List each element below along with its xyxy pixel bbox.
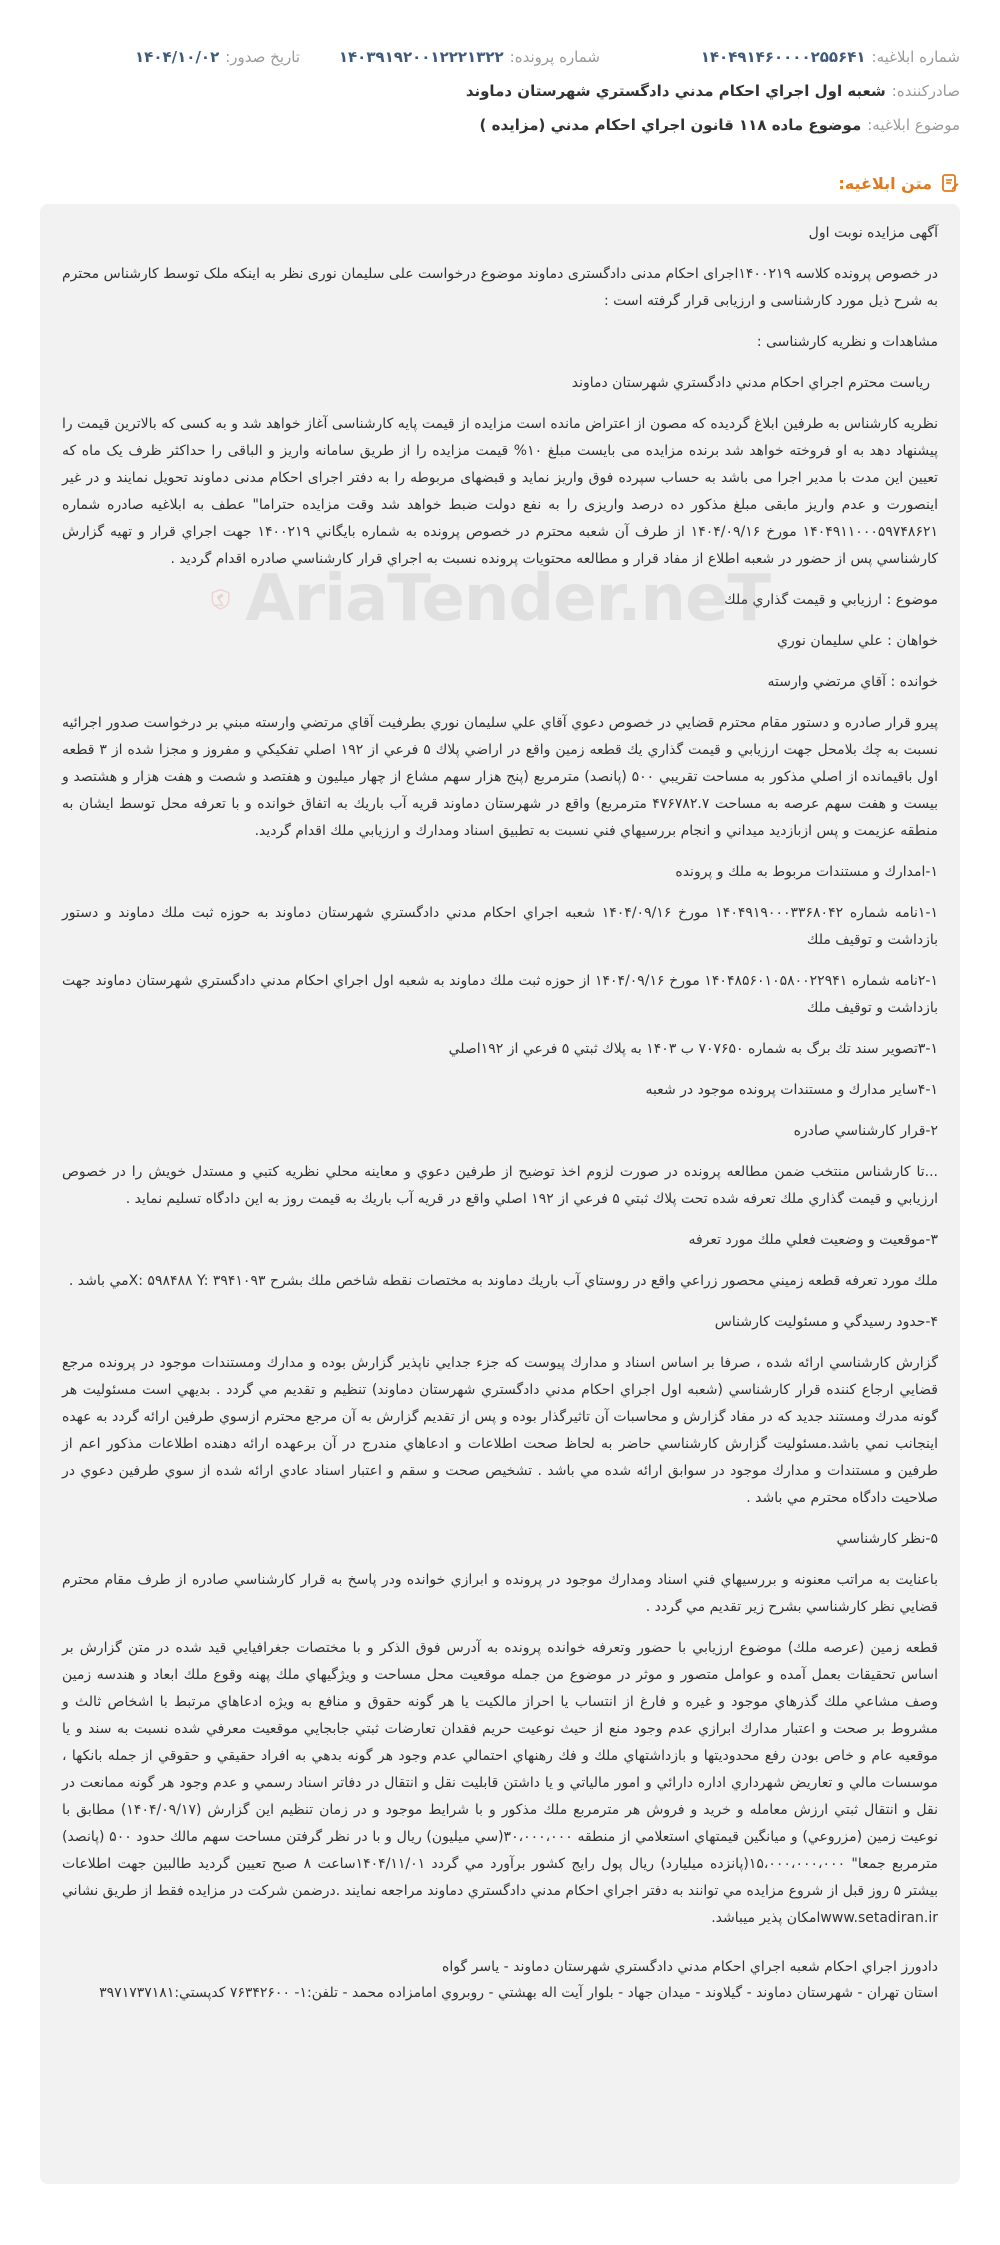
document-item-2: ۲-۱نامه شماره ۱۴۰۴۸۵۶۰۱۰۵۸۰۰۲۲۹۴۱ مورخ ۱۴۰۴/۰۹/۱۶ از حوزه ثبت ملك دماوند به شعبه اول اجراي احكام مدني دادگستري شهرستان دماوند جهت بازداشت و توقيف ملك [62,973,938,1016]
document-edit-icon [940,173,960,193]
issuer-value: شعبه اول اجراي احكام مدني دادگستري شهرستان دماوند [465,82,886,100]
signature-line: دادورز اجراي احكام شعبه اجراي احكام مدني دادگستري شهرستان دماوند - ياسر گواه [442,1959,938,1975]
plaintiff-line: خواهان : علي سليمان نوري [777,633,938,649]
intro-paragraph: در خصوص پرونده كلاسه ۱۴۰۰۲۱۹اجرای احکام مدنی دادگستری دماوند موضوع درخواست علی سلیمان نوری نظر به اینکه ملک توسط کارشناس محترم به شرح ذیل مورد کارشناسی و ارزیابی قرار گرفته است : [62,266,939,309]
valuation-paragraph: قطعه زمين (عرصه ملك) موضوع ارزيابي با حضور وتعرفه خوانده پرونده به آدرس فوق الذكر و با مختصات جغرافيايي قيد شده در متن گزارش بر اساس تحقيقات بعمل آمده و عوامل متصور و موثر در موضوع من جمله موقعيت محل مساحت و ويژگيهاي ملك پهنه وقوع ملك ابعاد و هندسه زمين وصف مشاعي ملك گذرهاي موجود و غيره و فارغ از انتساب يا احراز مالكيت يا هر گونه حقوق و منافع به ويژه ادعاهاي مرتبط با اشخاص ثالث و مشروط بر صحت و اعتبار مدارك ابرازي عدم وجود منع از حيث نوعيت حريم فقدان تعارضات ثبتي جابجايي موقعيت معرفي شده نسبت به سند و يا موقعيه عام و خاص بودن رفع محدوديتها و بازداشتهاي ملك و فك رهنهاي احتمالي عدم وجود هر گونه بدهي به افراد حقيقي و حقوقي از جمله بانكها ، موسسات مالي و تعاريض شهرداري اداره دارائي و امور مالياتي و يا داشتن قابليت نقل و انتقال در دفاتر اسناد رسمي و عدم وجود هر گونه ممانعت در نقل و انتقال ثبتي ارزش معامله و خريد و فروش هر مترمربع ملك مذكور و با شرايط موجود و در زمان تنظيم اين گزارش (۱۴۰۴/۰۹/۱۷) مطابق با نوعيت زمين (مزروعي) و ميانگين قيمتهاي استعلامي از منطقه ۳۰،۰۰۰،۰۰۰(سي ميليون) ريال و با در نظر گرفتن مساحت سهم مالك حدود ۵۰۰ (پانصد) مترمربع جمعا" ۱۵،۰۰۰،۰۰۰،۰۰۰(پانزده ميليارد) ريال پول رايج كشور برآورد مي گردد ۱۴۰۴/۱۱/۰۱ساعت ۸ صبح تعيين گرديد طالبين جهت اطلاعات بيشتر ۵ روز قبل از شروع مزايده مي توانند به دفتر اجراي احكام مدني دادگستري دماوند مراجعه نمايند .درضمن شركت در مزايده فقط از طريق نشاني www.setadiran.irامكان پذير ميباشد. [62,1640,939,1926]
document-item-1: ۱-۱نامه شماره ۱۴۰۴۹۱۹۰۰۰۳۳۶۸۰۴۲ مورخ ۱۴۰۴/۰۹/۱۶ شعبه اجراي احكام مدني دادگستري شهرستان دماوند به حوزه ثبت ملك دماوند و دستور بازداشت و توقيف ملك [62,905,938,948]
case-number [339,48,600,66]
meta-row [40,48,960,72]
responsibility-paragraph: گزارش كارشناسي ارائه شده ، صرفا بر اساس اسناد و مدارك پيوست كه جزء جدايي ناپذير گزارش بوده و مدارك ومستندات موجود در پرونده مرجع قضايي ارجاع كننده قرار كارشناسي (شعبه اول اجراي احكام مدني دادگستري شهرستان دماوند) تنظيم و تقديم مي گردد . بديهي است مسئوليت هر گونه مدرك ومستند جديد كه در مفاد گزارش و محاسبات آن تاثيرگذار بوده و پس از تقديم گزارش به آن مرجع محترم ازسوي طرفين ارائه گردد به عهده اينجانب نمي باشد.مسئوليت گزارش كارشناسي حاضر به لحاظ صحت اطلاعات و ادعاهاي مندرج در آن برعهده ارائه دهنده اطلاعات مذكور اعم از طرفين و مستندات و مدارك موجود در سوابق ارائه شده مي باشد . تشخيص صحت و سقم و اعتبار اسناد عادي ارائه شده از سوي طرفين دعوي در صلاحيت دادگاه محترم مي باشد . [62,1355,938,1506]
documents-heading: ۱-امدارك و مستندات مربوط به ملك و پرونده [675,864,938,880]
location-paragraph: ملك مورد تعرفه قطعه زميني محصور زراعي واقع در روستاي آب باريك دماوند به مختصات نقطه شاخص ملك بشرح X: ۵۹۸۴۸۸ Y: ۳۹۴۱۰۹۳مي باشد . [68,1273,938,1289]
notice-number-label: شماره ابلاغیه: [871,48,960,66]
notice-number [701,48,960,66]
order-paragraph: پيرو قرار صادره و دستور مقام محترم قضايي در خصوص دعوي آقاي علي سليمان نوري بطرفيت آقاي مرتضي وارسته مبني بر درخواست صدور اجرائيه نسبت به چك بلامحل جهت ارزيابي و قيمت گذاري يك قطعه زمين واقع در اراضي پلاك ۵ فرعي از ۱۹۲ اصلي تفكيكي و مفروز و مجزا شده از ۳ قطعه اول باقيمانده از اصلي مذكور به مساحت تقريبي ۵۰۰ (پانصد) مترمربع (پنج هزار سهم مشاع از چهار ميليون و هفتصد و شصت و هفت هزار و هشتصد و بيست و هفت سهم عرصه به مساحت ۴۷۶۷۸۲.۷ مترمربع) واقع در شهرستان دماوند قريه آب باريك به اتفاق خوانده و با تعرفه محل توسط ايشان به منطقه عزيمت و پس ازبازديد ميداني و انجام بررسيهاي فني نسبت به تطبيق اسناد ومدارك و ارزيابي ملك اقدام گرديد. [62,715,939,839]
expert-order-heading: ۲-قرار كارشناسي صادره [793,1123,938,1139]
subject-value: موضوع ماده ۱۱۸ قانون اجراي احكام مدني (مزايده ) [479,116,862,134]
notice-number-value: ۱۴۰۴۹۱۴۶۰۰۰۰۲۵۵۶۴۱ [700,48,866,66]
case-number-value: ۱۴۰۳۹۱۹۲۰۰۱۲۲۲۱۳۲۲ [338,48,504,66]
expert-opinion-intro: باعنايت به مراتب معنونه و بررسيهاي فني اسناد ومدارك موجود در پرونده و ابرازي خوانده ودر پاسخ به قرار كارشناسي صادره از طرف مقام محترم قضايي نظر كارشناسي بشرح زير تقديم مي گردد . [62,1572,938,1615]
expert-opinion-heading: ۵-نظر كارشناسي [836,1531,938,1547]
notice-text-title: متن ابلاغیه: [838,173,932,193]
subject-line: موضوع : ارزيابي و قيمت گذاري ملك [724,592,938,608]
watermark-text: AriaTender.neT [245,562,770,636]
auction-title: آگهی مزایده نوبت اول [808,225,938,241]
auction-terms-paragraph: نظریه کارشناس به طرفین ابلاغ گردیده که مصون از اعتراض مانده است مزایده از قیمت پایه کارشناسی آغاز خواهد شد و به کسی که بالاترین قیمت را پیشنهاد دهد به او فروخته خواهد شد برنده مزایده می بایست مبلغ ۱۰% قیمت مزایده را از طریق سامانه واریز و الباقی را حداکثر ظرف یک ماه که تعیین این مدت با مدیر اجرا می باشد به حساب سپرده فوق واریز نماید و قبضهای مربوطه را به دفتر اجرای احکام مدنی دماوند تحویل نمایند و در غیر اینصورت و عدم واریز مابقی مبلغ مذکور ده درصد واریزی را به نفع دولت ضبط خواهد شد وقت مزايده حتراما" عطف به ابلاغيه صادره شماره ۱۴۰۴۹۱۱۰۰۰۵۹۷۴۸۶۲۱ مورخ ۱۴۰۴/۰۹/۱۶ از طرف آن شعبه محترم در خصوص پرونده به شماره بايگاني ۱۴۰۰۲۱۹ جهت اجراي قرار و تهيه گزارش كارشناسي پس از حضور در شعبه اطلاع از مفاد قرار و مطالعه محتويات پرونده نسبت به اجراي قرار كارشناسي صادره اقدام گرديد . [62,416,939,567]
expert-order-paragraph: ...تا كارشناس منتخب ضمن مطالعه پرونده در صورت لزوم اخذ توضيح از طرفين دعوي و معاينه محلي نظريه كتبي و مستدل خويش را در خصوص ارزيابي و قيمت گذاري ملك تعرفه شده تحت پلاك ثبتي ۵ فرعي از ۱۹۲ اصلي واقع در قريه آب باريك به قيمت روز به اين دادگاه تسليم نمايد . [62,1164,938,1207]
issuer-row [466,82,960,100]
subject-label: موضوع ابلاغیه: [867,116,960,134]
notice-header [0,0,1000,170]
issue-date-label: تاریخ صدور: [225,48,300,66]
document-item-4: ۴-۱ساير مدارك و مستندات پرونده موجود در شعبه [645,1082,938,1098]
notice-body-panel [40,204,960,2184]
office-address-line: استان تهران - شهرستان دماوند - گيلاوند - ميدان جهاد - بلوار آيت اله بهشتي - روبروي امامزاده محمد - تلفن:۱- ۷۶۳۴۲۶۰۰ كدپستي:۳۹۷۱۷۳۷۱۸۱ [99,1985,938,2001]
observations-heading: مشاهدات و نظریه کارشناسی : [756,334,938,350]
defendant-line: خوانده : آقاي مرتضي وارسته [767,674,938,690]
location-heading: ۳-موقعيت و وضعيت فعلي ملك مورد تعرفه [688,1232,938,1248]
issue-date [135,48,300,66]
subject-row [480,116,960,134]
case-number-label: شماره پرونده: [509,48,600,66]
issuer-label: صادرکننده: [891,82,960,100]
addressee-line: رياست محترم اجراي احكام مدني دادگستري شهرستان دماوند [571,375,930,391]
issue-date-value: ۱۴۰۴/۱۰/۰۲ [135,48,220,66]
document-item-3: ۳-۱تصوير سند تك برگ به شماره ۷۰۷۶۵۰ ب ۱۴۰۳ به پلاك ثبتي ۵ فرعي از ۱۹۲اصلي [448,1041,938,1057]
notice-text-heading [838,170,960,196]
responsibility-heading: ۴-حدود رسيدگي و مسئوليت كارشناس [714,1314,938,1330]
